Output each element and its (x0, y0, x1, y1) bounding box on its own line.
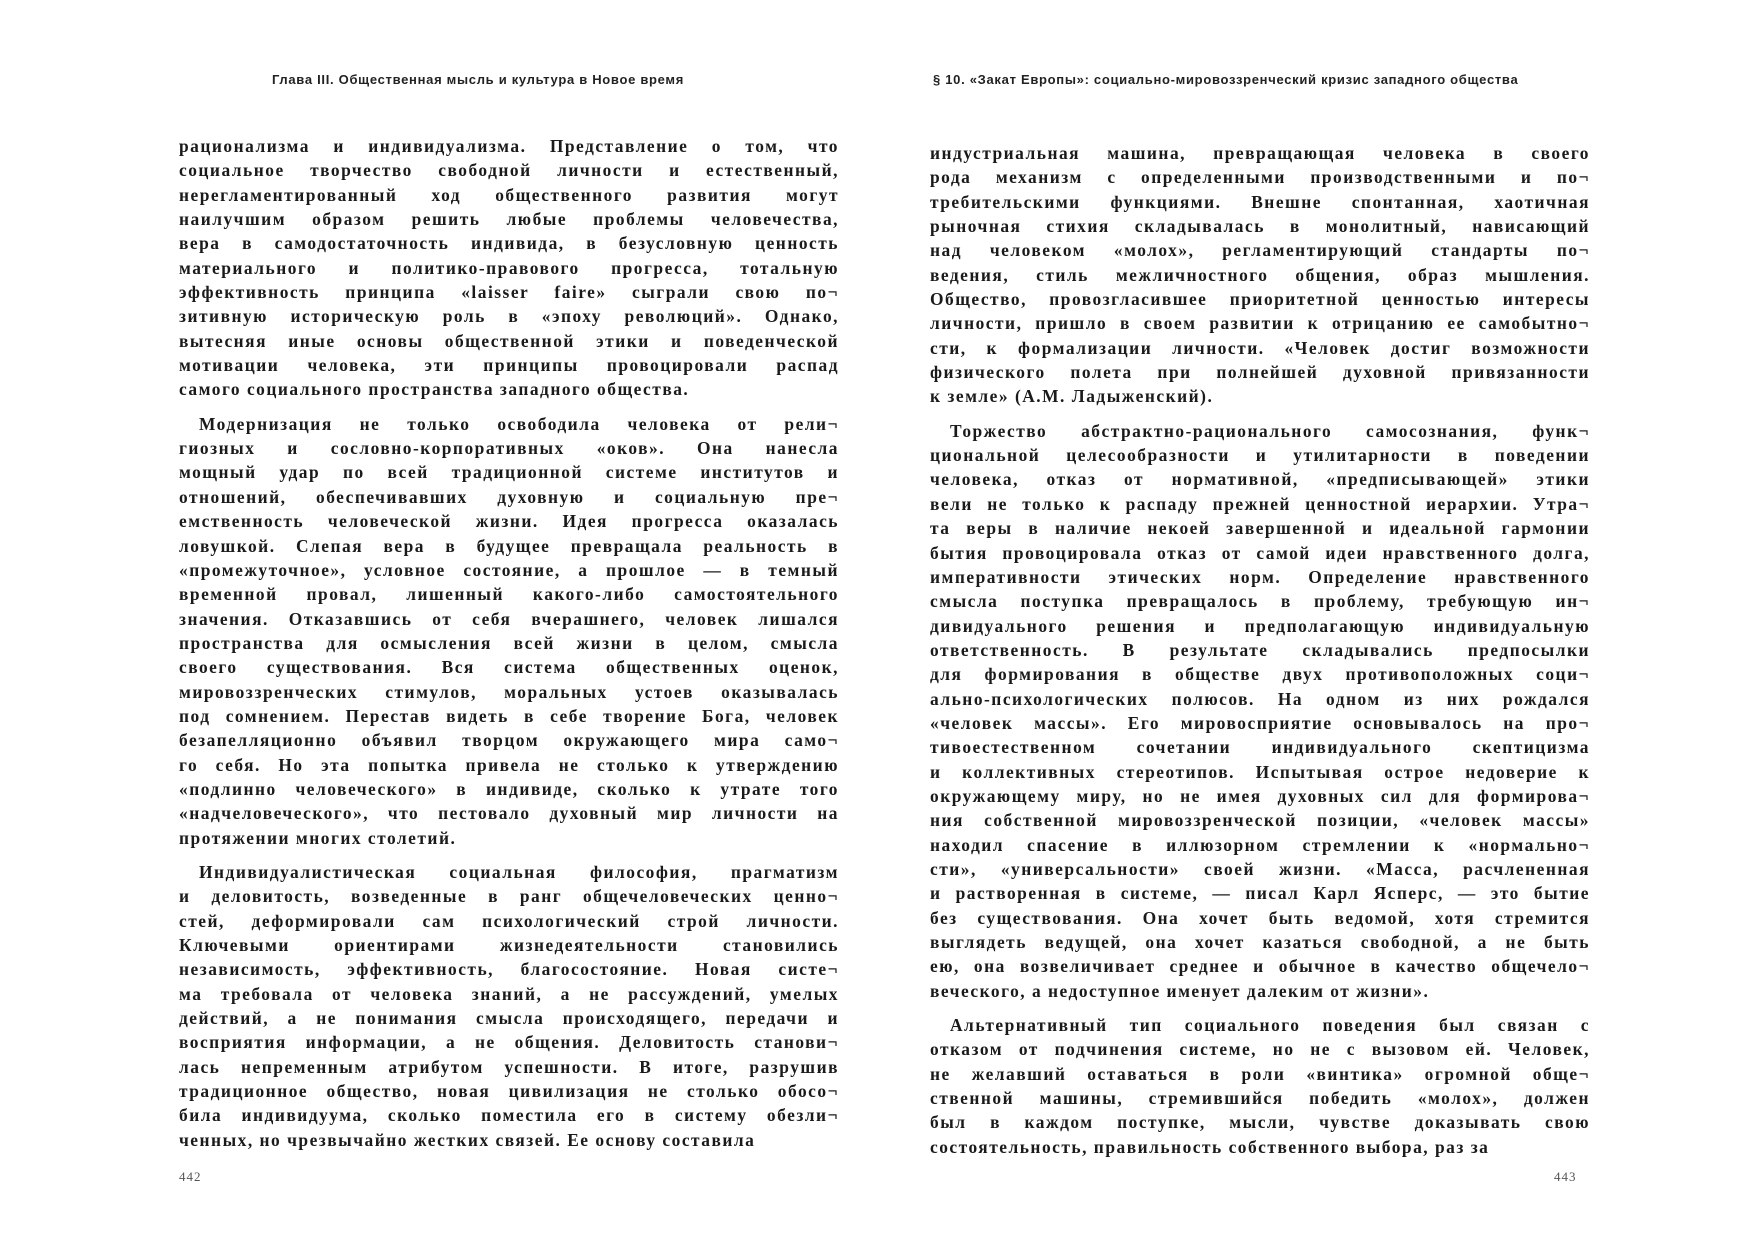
paragraph (179, 134, 839, 402)
text-line: смысла поступка превращалось в проблему, требующую ин¬ (930, 591, 1590, 612)
text-line: циональной целесообразности и утилитарности в поведении (930, 445, 1590, 466)
paragraph-gap (930, 1003, 1590, 1013)
text-line: не желавший оставаться в роли «винтика» огромной обще¬ (930, 1063, 1590, 1084)
text-line: зитивную историческую роль в «эпоху революций». Однако, (179, 306, 839, 327)
text-line: «человек массы». Его мировосприятие основывалось на про¬ (930, 712, 1590, 733)
text-line: емственность человеческой жизни. Идея прогресса оказалась (179, 511, 839, 532)
text-line: «надчеловеческого», что пестовало духовный мир личности на (179, 803, 839, 824)
text-line: та веры в наличие некоей завершенной и идеальной гармонии (930, 518, 1590, 539)
right-page (877, 0, 1754, 1239)
paragraph (179, 412, 839, 850)
text-line: протяжении многих столетий. (179, 827, 457, 848)
text-line: материального и политико-правового прогресса, тотальную (179, 257, 839, 278)
paragraph-gap (179, 402, 839, 412)
page-number: 443 (1554, 1169, 1577, 1184)
body-text (930, 141, 1590, 1159)
text-line: традиционное общество, новая цивилизация не столько обосо¬ (179, 1081, 839, 1102)
text-line: го себя. Но эта попытка привела не столько к утверждению (179, 754, 839, 775)
text-line: Альтернативный тип социального поведения был связан с (950, 1015, 1590, 1036)
text-line: значения. Отказавшись от себя вчерашнего, человек лишался (179, 608, 839, 629)
text-line: своего существования. Вся система общественных оценок, (179, 657, 839, 678)
text-line: мотивации человека, эти принципы провоцировали распад (179, 355, 839, 376)
text-line: безапелляционно объявил творцом окружающего мира само¬ (179, 730, 839, 751)
text-line: ею, она возвеличивает среднее и обычное в качество общечело¬ (930, 956, 1590, 977)
text-line: без существования. Она хочет быть ведомой, хотя стремится (930, 907, 1590, 928)
text-line: отказом от подчинения системе, но не с вызовом ей. Человек, (930, 1039, 1590, 1060)
text-line: рода механизм с определенными производственными и по¬ (930, 167, 1590, 188)
text-line: личности, пришло в своем развитии к отрицанию ее самобытно¬ (930, 313, 1590, 334)
text-line: и деловитость, возведенные в ранг общечеловеческих ценно¬ (179, 886, 839, 907)
text-line: наилучшим образом решить любые проблемы человечества, (179, 209, 839, 230)
text-line: независимость, эффективность, благосостояние. Новая систе¬ (179, 959, 839, 980)
text-line: веческого, а недоступное именует далеким от жизни». (930, 980, 1430, 1001)
text-line: вытесняя иные основы общественной этики и поведенческой (179, 330, 839, 351)
body-text (179, 134, 839, 1152)
text-line: вера в самодостаточность индивида, в безусловную ценность (179, 233, 839, 254)
text-line: Ключевыми ориентирами жизнедеятельности становились (179, 935, 839, 955)
paragraph-gap (930, 409, 1590, 419)
text-line: человека, отказ от нормативной, «предписывающей» этики (930, 469, 1590, 490)
text-line: дивидуального решения и предполагающую индивидуальную (930, 615, 1590, 636)
text-line: требительскими функциями. Внешне спонтанная, хаотичная (930, 191, 1590, 212)
text-line: эффективность принципа «laisser faire» сыграли свою по¬ (179, 282, 839, 303)
text-line: сти, к формализации личности. «Человек достиг возможности (930, 337, 1590, 358)
text-line: ченных, но чрезвычайно жестких связей. Ее основу составила (179, 1129, 756, 1150)
text-line: рационализма и индивидуализма. Представление о том, что (179, 136, 839, 156)
text-line: ственной машины, стремившийся победить «молох», должен (930, 1088, 1590, 1109)
text-line: тивоестественном сочетании индивидуального скептицизма (930, 737, 1590, 758)
paragraph-gap (179, 850, 839, 860)
text-line: над человеком «молох», регламентирующий стандарты по¬ (930, 240, 1590, 261)
text-line: индустриальная машина, превращающая человека в своего (930, 143, 1590, 163)
text-line: вели не только к распаду прежней ценностной иерархии. Утра¬ (930, 493, 1590, 514)
text-line: и коллективных стереотипов. Испытывая острое недоверие к (930, 761, 1590, 782)
text-line: и растворенная в системе, — писал Карл Ясперс, — это бытие (930, 883, 1590, 904)
text-line: отношений, обеспечивавших духовную и социальную пре¬ (179, 486, 839, 507)
text-line: мощный удар по всей традиционной системе институтов и (179, 462, 839, 483)
text-line: пространства для осмысления всей жизни в целом, смысла (179, 632, 839, 653)
text-line: действий, а не понимания смысла происходящего, передачи и (179, 1008, 839, 1029)
text-line: восприятия информации, а не общения. Деловитость станови¬ (179, 1032, 839, 1053)
paragraph (930, 141, 1590, 409)
text-line: временной провал, лишенный какого-либо самостоятельного (179, 584, 839, 605)
text-line: для формирования в обществе двух противоположных соци¬ (930, 664, 1590, 685)
text-line: физического полета при полнейшей духовной привязанности (930, 362, 1590, 383)
running-head: Глава III. Общественная мысль и культура в Новое время (272, 72, 685, 87)
text-line: Индивидуалистическая социальная философия, прагматизм (199, 861, 839, 882)
text-line: ответственность. В результате складывались предпосылки (930, 639, 1590, 660)
text-line: к земле» (А.М. Ладыженский). (930, 386, 1214, 407)
text-line: бытия провоцировала отказ от самой идеи нравственного долга, (930, 542, 1590, 563)
text-line: ловушкой. Слепая вера в будущее превращала реальность в (179, 535, 839, 556)
text-line: ведения, стиль межличностного общения, образ мышления. (930, 264, 1590, 285)
text-line: гиозных и сословно-корпоративных «оков». Она нанесла (179, 438, 839, 459)
text-line: был в каждом поступке, мысли, чувстве доказывать свою (930, 1112, 1590, 1133)
text-line: мировоззренческих стимулов, моральных устоев оказывалась (179, 681, 839, 702)
page-number: 442 (179, 1169, 202, 1184)
text-line: самого социального пространства западного общества. (179, 379, 690, 400)
paragraph (179, 860, 839, 1152)
text-line: Торжество абстрактно-рационального самосознания, функ¬ (950, 420, 1590, 441)
text-line: Модернизация не только освободила человека от рели¬ (199, 413, 839, 434)
paragraph (930, 1013, 1590, 1159)
text-line: социальное творчество свободной личности и естественный, (179, 160, 839, 181)
text-line: находил спасение в иллюзорном стремлении к «нормально¬ (930, 834, 1590, 855)
text-line: «подлинно человеческого» в индивиде, сколько к утрате того (179, 778, 839, 799)
text-line: состоятельность, правильность собственного выбора, раз за (930, 1136, 1490, 1157)
paragraph (930, 419, 1590, 1003)
text-line: Общество, провозгласившее приоритетной ценностью интересы (930, 289, 1590, 310)
text-line: ния собственной мировоззренческой позиции, «человек массы» (930, 810, 1590, 831)
text-line: нерегламентированный ход общественного развития могут (179, 184, 839, 205)
text-line: императивности этических норм. Определение нравственного (930, 566, 1590, 587)
text-line: ально-психологических полюсов. На одном из них рождался (930, 688, 1590, 709)
text-line: окружающему миру, но не имея духовных сил для формирова¬ (930, 785, 1590, 806)
text-line: сти», «универсальности» своей жизни. «Масса, расчлененная (930, 858, 1590, 879)
text-line: ма требовала от человека знаний, а не рассуждений, умелых (179, 983, 839, 1004)
text-line: била индивидуума, сколько поместила его в систему обезли¬ (179, 1105, 839, 1126)
text-line: лась непременным атрибутом успешности. В итоге, разрушив (179, 1056, 839, 1077)
running-head: § 10. «Закат Европы»: социально-мировоззренческий кризис западного общества (933, 72, 1519, 87)
text-line: стей, деформировали сам психологический строй личности. (179, 910, 839, 931)
text-line: «промежуточное», условное состояние, а прошлое — в темный (179, 559, 839, 580)
text-line: под сомнением. Перестав видеть в себе творение Бога, человек (179, 705, 839, 726)
text-line: рыночная стихия складывалась в монолитный, нависающий (930, 216, 1590, 237)
text-line: выглядеть ведущей, она хочет казаться свободной, а не быть (930, 932, 1590, 952)
